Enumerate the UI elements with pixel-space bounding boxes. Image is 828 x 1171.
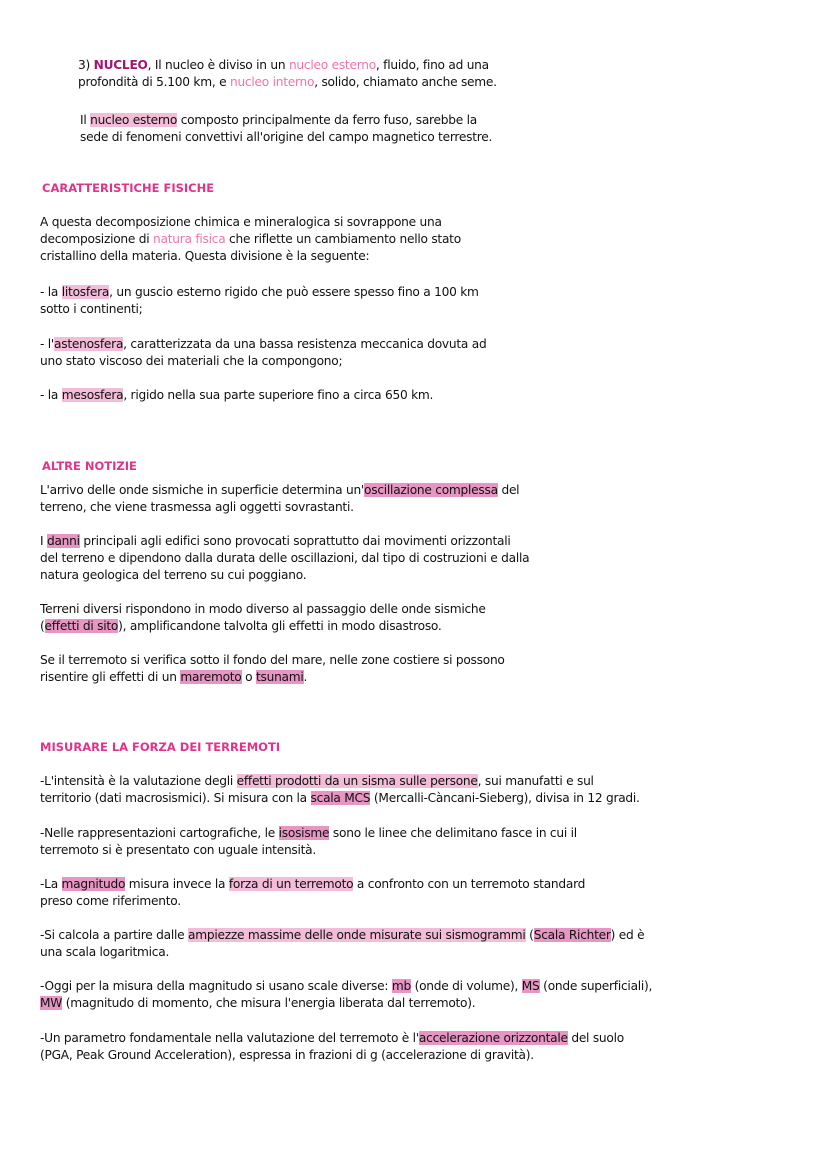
paragraph (40, 284, 479, 318)
text-line (40, 944, 644, 961)
paragraph (40, 825, 577, 859)
text-line (40, 773, 640, 790)
highlighted-term: oscillazione complessa (364, 483, 498, 497)
highlighted-term: mesosfera (61, 388, 124, 402)
text-segment: decomposizione di (40, 232, 154, 246)
text-segment: ( (40, 619, 45, 633)
text-line (40, 842, 577, 859)
text-segment: preso come riferimento. (40, 894, 181, 908)
paragraph (40, 482, 519, 516)
text-line (78, 74, 497, 91)
section-title-term: NUCLEO (93, 58, 148, 72)
text-line (40, 499, 519, 516)
highlighted-term: litosfera (61, 285, 110, 299)
text-segment: , sui manufatti e sul (477, 774, 594, 788)
text-segment: I (40, 534, 47, 548)
paragraph (40, 601, 486, 635)
highlighted-term: ampiezze massime delle onde misurate sui sismogrammi (188, 928, 526, 942)
text-segment: - l' (40, 337, 55, 351)
text-segment: -Si calcola a partire dalle (40, 928, 189, 942)
text-line (40, 978, 652, 995)
highlighted-term: effetti prodotti da un sisma sulle persone (236, 774, 478, 788)
text-segment: , Il nucleo è diviso in un (147, 58, 289, 72)
pink-term: natura fisica (153, 232, 226, 246)
text-segment: principali agli edifici sono provocati soprattutto dai movimenti orizzontali (79, 534, 511, 548)
paragraph (40, 652, 505, 686)
text-line (40, 567, 529, 584)
text-line (40, 893, 585, 910)
text-segment: Il (80, 113, 91, 127)
text-segment: del (497, 483, 520, 497)
paragraph (40, 1030, 624, 1064)
highlighted-term: mb (391, 979, 411, 993)
text-line (80, 129, 492, 146)
text-segment: . (303, 670, 308, 684)
text-segment: composto principalmente da ferro fuso, sarebbe la (177, 113, 477, 127)
paragraph (80, 112, 492, 146)
text-line (40, 927, 644, 944)
text-line (80, 112, 492, 129)
highlighted-term: maremoto (180, 670, 242, 684)
paragraph (40, 387, 433, 404)
text-segment: (onde di volume), (410, 979, 522, 993)
text-segment: Terreni diversi rispondono in modo diverso al passaggio delle onde sismiche (40, 602, 486, 616)
section-heading: ALTRE NOTIZIE (42, 459, 137, 473)
text-line (40, 533, 529, 550)
text-segment: (Mercalli-Càncani-Sieberg), divisa in 12 gradi. (370, 791, 640, 805)
text-segment: ( (525, 928, 534, 942)
text-line (40, 876, 585, 893)
text-line (40, 669, 505, 686)
highlighted-term: MS (521, 979, 540, 993)
text-line (40, 231, 461, 248)
highlighted-term: scala MCS (310, 791, 371, 805)
highlighted-term: MW (40, 996, 63, 1010)
paragraph (40, 336, 486, 370)
text-segment: misura invece la (125, 877, 229, 891)
text-segment: L'arrivo delle onde sismiche in superficie determina un' (40, 483, 365, 497)
text-segment: che riflette un cambiamento nello stato (225, 232, 461, 246)
highlighted-term: danni (46, 534, 80, 548)
text-line (40, 214, 461, 231)
text-segment: sede di fenomeni convettivi all'origine del campo magnetico terrestre. (80, 130, 493, 144)
pink-term: nucleo esterno (288, 58, 376, 72)
highlighted-term: nucleo esterno (90, 113, 178, 127)
text-segment: ) ed è (610, 928, 645, 942)
text-segment: -Nelle rappresentazioni cartografiche, le (40, 826, 279, 840)
highlighted-term: Scala Richter (533, 928, 611, 942)
text-segment: (PGA, Peak Ground Acceleration), espressa in frazioni di g (accelerazione di gravità). (40, 1048, 534, 1062)
text-segment: - la (40, 285, 62, 299)
text-line (40, 353, 486, 370)
highlighted-term: effetti di sito (44, 619, 119, 633)
paragraph (40, 876, 585, 910)
text-segment: (onde superficiali), (539, 979, 653, 993)
text-segment: , fluido, fino ad una (375, 58, 489, 72)
text-segment: - la (40, 388, 62, 402)
text-segment: del suolo (567, 1031, 624, 1045)
text-segment: 3) (78, 58, 94, 72)
section-heading: CARATTERISTICHE FISICHE (42, 181, 215, 195)
text-segment: ), amplificandone talvolta gli effetti in modo disastroso. (118, 619, 442, 633)
text-segment: sono le linee che delimitano fasce in cui il (329, 826, 577, 840)
text-line (40, 995, 652, 1012)
text-segment: -Un parametro fondamentale nella valutazione del terremoto è l' (40, 1031, 419, 1045)
text-segment: o (241, 670, 256, 684)
text-segment: , un guscio esterno rigido che può essere spesso fino a 100 km (109, 285, 479, 299)
text-segment: profondità di 5.100 km, e (78, 75, 230, 89)
text-segment: risentire gli effetti di un (40, 670, 181, 684)
text-segment: , caratterizzata da una bassa resistenza meccanica dovuta ad (123, 337, 487, 351)
text-segment: -L'intensità è la valutazione degli (40, 774, 237, 788)
text-segment: cristallino della materia. Questa divisione è la seguente: (40, 249, 370, 263)
text-segment: una scala logaritmica. (40, 945, 170, 959)
paragraph (40, 533, 529, 584)
paragraph (40, 927, 644, 961)
paragraph (40, 214, 461, 265)
text-line (40, 336, 486, 353)
text-line (40, 1047, 624, 1064)
text-segment: terreno, che viene trasmessa agli oggetti sovrastanti. (40, 500, 354, 514)
text-line (40, 482, 519, 499)
text-line (40, 601, 486, 618)
text-segment: , solido, chiamato anche seme. (314, 75, 497, 89)
text-segment: sotto i continenti; (40, 302, 143, 316)
text-line (40, 284, 479, 301)
text-segment: a confronto con un terremoto standard (353, 877, 586, 891)
text-line (40, 790, 640, 807)
text-segment: -La (40, 877, 62, 891)
highlighted-term: astenosfera (54, 337, 124, 351)
highlighted-term: forza di un terremoto (228, 877, 354, 891)
paragraph (40, 978, 652, 1012)
text-segment: territorio (dati macrosismici). Si misura con la (40, 791, 311, 805)
pink-term: nucleo interno (229, 75, 315, 89)
text-line (40, 825, 577, 842)
highlighted-term: tsunami (255, 670, 304, 684)
text-segment: del terreno e dipendono dalla durata delle oscillazioni, dal tipo di costruzioni e dalla (40, 551, 530, 565)
section-heading: MISURARE LA FORZA DEI TERREMOTI (40, 740, 281, 754)
text-segment: A questa decomposizione chimica e mineralogica si sovrappone una (40, 215, 442, 229)
text-line (40, 301, 479, 318)
text-line (40, 652, 505, 669)
text-segment: terremoto si è presentato con uguale intensità. (40, 843, 317, 857)
text-line (40, 248, 461, 265)
text-segment: natura geologica del terreno su cui poggiano. (40, 568, 307, 582)
text-segment: , rigido nella sua parte superiore fino a circa 650 km. (123, 388, 434, 402)
paragraph (40, 773, 640, 807)
highlighted-term: magnitudo (61, 877, 126, 891)
text-line (40, 1030, 624, 1047)
text-segment: uno stato viscoso dei materiali che la compongono; (40, 354, 343, 368)
text-line (40, 387, 433, 404)
text-segment: Se il terremoto si verifica sotto il fondo del mare, nelle zone costiere si possono (40, 653, 505, 667)
highlighted-term: accelerazione orizzontale (418, 1031, 568, 1045)
text-line (78, 57, 497, 74)
paragraph (78, 57, 497, 91)
text-line (40, 618, 486, 635)
text-segment: -Oggi per la misura della magnitudo si usano scale diverse: (40, 979, 392, 993)
text-line (40, 550, 529, 567)
highlighted-term: isosisme (278, 826, 330, 840)
text-segment: (magnitudo di momento, che misura l'energia liberata dal terremoto). (62, 996, 476, 1010)
